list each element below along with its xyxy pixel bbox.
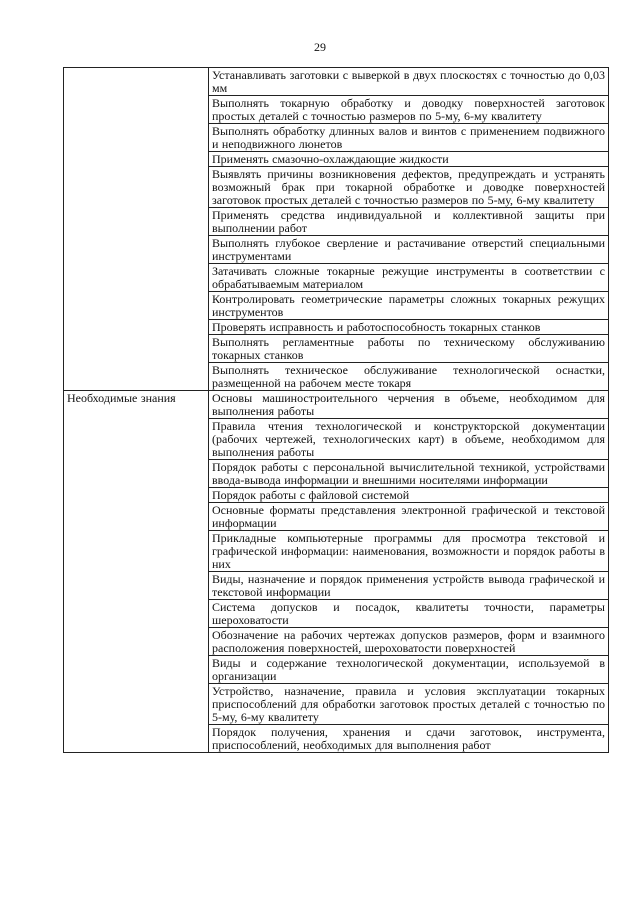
requirement-cell: Выявлять причины возникновения дефектов, предупреждать и устранять возможный брак при токарной обработке и доводке поверхностей заготовок простых деталей с точностью размеров по 5-му, 6-му квалитету xyxy=(209,167,609,208)
requirement-cell: Устройство, назначение, правила и условия эксплуатации токарных приспособлений для обработки заготовок простых деталей с точностью по 5-му, 6-му квалитету xyxy=(209,684,609,725)
requirements-table xyxy=(63,67,609,753)
requirement-cell: Контролировать геометрические параметры сложных токарных режущих инструментов xyxy=(209,292,609,320)
section-label-cell xyxy=(64,68,209,391)
requirement-cell: Порядок работы с файловой системой xyxy=(209,488,609,503)
requirement-cell: Применять смазочно-охлаждающие жидкости xyxy=(209,152,609,167)
requirement-cell: Применять средства индивидуальной и коллективной защиты при выполнении работ xyxy=(209,208,609,236)
requirement-cell: Затачивать сложные токарные режущие инструменты в соответствии с обрабатываемым материалом xyxy=(209,264,609,292)
table-row xyxy=(64,68,609,96)
requirement-cell: Порядок работы с персональной вычислительной техникой, устройствами ввода-вывода информации и внешними носителями информации xyxy=(209,460,609,488)
section-label-cell: Необходимые знания xyxy=(64,391,209,753)
requirement-cell: Устанавливать заготовки с выверкой в двух плоскостях с точностью до 0,03 мм xyxy=(209,68,609,96)
requirement-cell: Основы машиностроительного черчения в объеме, необходимом для выполнения работы xyxy=(209,391,609,419)
requirement-cell: Выполнять регламентные работы по техническому обслуживанию токарных станков xyxy=(209,335,609,363)
requirement-cell: Система допусков и посадок, квалитеты точности, параметры шероховатости xyxy=(209,600,609,628)
requirements-table-body xyxy=(64,68,609,753)
requirement-cell: Выполнять обработку длинных валов и винтов с применением подвижного и неподвижного люнетов xyxy=(209,124,609,152)
page-number: 29 xyxy=(314,40,326,54)
requirement-cell: Выполнять глубокое сверление и растачивание отверстий специальными инструментами xyxy=(209,236,609,264)
requirement-cell: Основные форматы представления электронной графической и текстовой информации xyxy=(209,503,609,531)
requirement-cell: Выполнять техническое обслуживание технологической оснастки, размещенной на рабочем месте токаря xyxy=(209,363,609,391)
table-row xyxy=(64,391,609,419)
requirement-cell: Порядок получения, хранения и сдачи заготовок, инструмента, приспособлений, необходимых для выполнения работ xyxy=(209,725,609,753)
requirement-cell: Проверять исправность и работоспособность токарных станков xyxy=(209,320,609,335)
requirement-cell: Виды, назначение и порядок применения устройств вывода графической и текстовой информации xyxy=(209,572,609,600)
requirement-cell: Обозначение на рабочих чертежах допусков размеров, форм и взаимного расположения поверхностей, шероховатости поверхностей xyxy=(209,628,609,656)
requirement-cell: Правила чтения технологической и конструкторской документации (рабочих чертежей, технологических карт) в объеме, необходимом для выполнения работы xyxy=(209,419,609,460)
requirement-cell: Виды и содержание технологической документации, используемой в организации xyxy=(209,656,609,684)
requirement-cell: Прикладные компьютерные программы для просмотра текстовой и графической информации: наименования, возможности и порядок работы в них xyxy=(209,531,609,572)
requirement-cell: Выполнять токарную обработку и доводку поверхностей заготовок простых деталей с точностью размеров по 5-му, 6-му квалитету xyxy=(209,96,609,124)
